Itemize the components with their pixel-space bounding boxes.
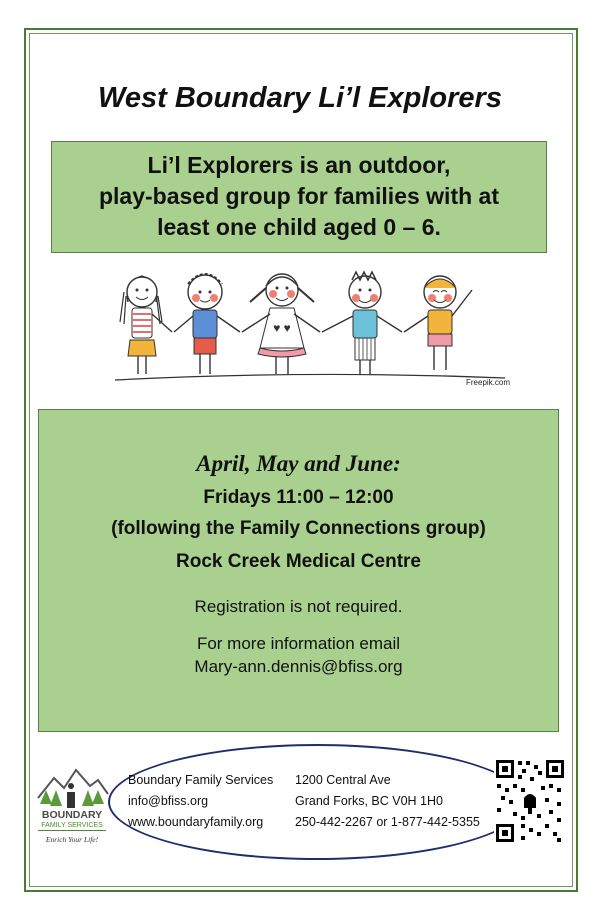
logo-name-top: BOUNDARY — [41, 809, 103, 821]
child-figure — [322, 272, 402, 374]
image-credit: Freepik.com — [466, 378, 511, 387]
schedule-box — [38, 409, 559, 732]
footer-address: 1200 Central Ave — [295, 773, 391, 787]
schedule-location: Rock Creek Medical Centre — [176, 551, 421, 572]
registration-note: Registration is not required. — [194, 597, 403, 616]
contact-email[interactable]: Mary-ann.dennis@bfiss.org — [194, 657, 403, 676]
logo-tagline: Enrich Your Life! — [45, 835, 99, 844]
schedule-note: (following the Family Connections group) — [111, 518, 486, 539]
intro-line-1: Li’l Explorers is an outdoor, — [147, 152, 451, 178]
footer-website[interactable]: www.boundaryfamily.org — [128, 815, 264, 829]
child-figure — [174, 274, 240, 374]
qr-code-icon[interactable] — [494, 758, 566, 844]
child-figure — [120, 276, 172, 374]
logo-name-bottom: FAMILY SERVICES — [41, 822, 103, 829]
footer-email[interactable]: info@bfiss.org — [128, 794, 209, 808]
intro-line-2: play-based group for families with at — [98, 183, 499, 209]
contact-line: For more information email — [196, 634, 401, 653]
page-title: West Boundary Li’l Explorers — [98, 82, 502, 114]
child-figure — [404, 276, 472, 370]
intro-line-3: least one child aged 0 – 6. — [157, 214, 441, 240]
schedule-time: Fridays 11:00 – 12:00 — [203, 487, 394, 508]
intro-box — [51, 141, 547, 253]
boundary-family-services-logo — [34, 760, 110, 852]
child-figure — [242, 274, 320, 374]
footer-phone: 250-442-2267 or 1-877-442-5355 — [295, 815, 480, 829]
children-holding-hands-illustration — [110, 262, 510, 390]
footer-city: Grand Forks, BC V0H 1H0 — [295, 794, 443, 808]
footer-org: Boundary Family Services — [128, 773, 274, 787]
schedule-months: April, May and June: — [196, 451, 401, 476]
svg-text:♥ ♥: ♥ ♥ — [273, 321, 291, 335]
